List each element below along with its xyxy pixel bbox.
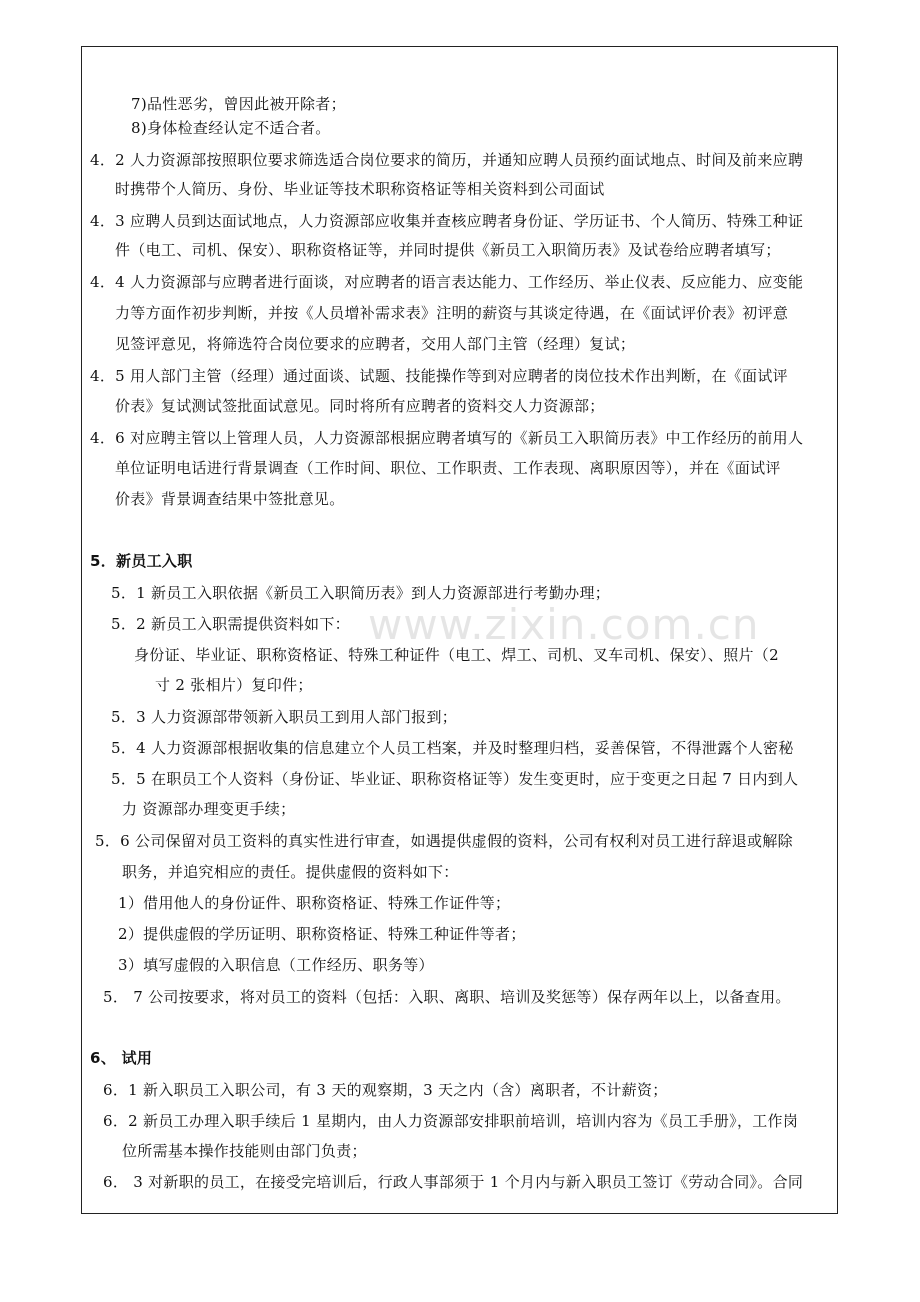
paragraph-line: 5．5 在职员工个人资料（身份证、毕业证、职称资格证等）发生变更时，应于变更之日起 7 日内到人 <box>111 770 799 788</box>
paragraph-line: 5． 7 公司按要求，将对员工的资料（包括：入职、离职、培训及奖惩等）保存两年以上，以备查用。 <box>103 988 791 1006</box>
list-item: 7)品性恶劣，曾因此被开除者； <box>131 95 346 113</box>
list-item: 1）借用他人的身份证件、职称资格证、特殊工作证件等； <box>118 894 511 912</box>
paragraph-line: 单位证明电话进行背景调查（工作时间、职位、工作职责、工作表现、离职原因等），并在《面试评 <box>115 459 781 477</box>
paragraph-line: 价表》复试测试签批面试意见。同时将所有应聘者的资料交人力资源部； <box>115 397 605 415</box>
paragraph-line: 身份证、毕业证、职称资格证、特殊工种证件（电工、焊工、司机、叉车司机、保安）、照片（2 <box>134 646 779 664</box>
paragraph-line: 4．3 应聘人员到达面试地点，人力资源部应收集并查核应聘者身份证、学历证书、个人简历、特殊工种证 <box>90 212 804 230</box>
list-item: 3）填写虚假的入职信息（工作经历、职务等） <box>118 956 434 974</box>
paragraph-line: 5．3 人力资源部带领新入职员工到用人部门报到； <box>111 708 458 726</box>
paragraph-line: 5．1 新员工入职依据《新员工入职简历表》到人力资源部进行考勤办理； <box>111 584 611 602</box>
paragraph-line: 见签评意见，将筛选符合岗位要求的应聘者，交用人部门主管（经理）复试； <box>115 335 636 353</box>
list-item: 8)身体检查经认定不适合者。 <box>131 119 331 137</box>
section-heading-5: 5．新员工入职 <box>90 552 193 570</box>
paragraph-line: 4．5 用人部门主管（经理）通过面谈、试题、技能操作等到对应聘者的岗位技术作出判断，在《面试评 <box>90 367 788 385</box>
paragraph-line: 4．2 人力资源部按照职位要求筛选适合岗位要求的简历，并通知应聘人员预约面试地点、时间及前来应聘 <box>90 151 804 169</box>
paragraph-line: 4．6 对应聘主管以上管理人员，人力资源部根据应聘者填写的《新员工入职简历表》中工作经历的前用人 <box>90 429 804 447</box>
paragraph-line: 价表》背景调查结果中签批意见。 <box>115 490 345 508</box>
watermark: www.zixin.com.cn <box>368 600 760 649</box>
paragraph-line: 5．6 公司保留对员工资料的真实性进行审查，如遇提供虚假的资料，公司有权利对员工进行辞退或解除 <box>95 832 793 850</box>
paragraph-line: 5．2 新员工入职需提供资料如下： <box>111 615 350 633</box>
section-heading-6: 6、 试用 <box>90 1049 153 1067</box>
paragraph-line: 寸 2 张相片）复印件； <box>155 676 313 694</box>
paragraph-line: 6．1 新入职员工入职公司，有 3 天的观察期，3 天之内（含）离职者，不计薪资； <box>103 1081 668 1099</box>
paragraph-line: 位所需基本操作技能则由部门负责； <box>122 1142 367 1160</box>
list-item: 2）提供虚假的学历证明、职称资格证、特殊工种证件等者； <box>118 925 526 943</box>
paragraph-line: 件（电工、司机、保安）、职称资格证等，并同时提供《新员工入职简历表》及试卷给应聘者填写； <box>115 241 781 259</box>
paragraph-line: 6．2 新员工办理入职手续后 1 星期内，由人力资源部安排职前培训，培训内容为《员工手册》，工作岗 <box>103 1112 799 1130</box>
paragraph-line: 力等方面作初步判断，并按《人员增补需求表》注明的薪资与其谈定待遇，在《面试评价表》初评意 <box>115 304 789 322</box>
paragraph-line: 力 资源部办理变更手续； <box>122 800 296 818</box>
paragraph-line: 4．4 人力资源部与应聘者进行面谈，对应聘者的语言表达能力、工作经历、举止仪表、反应能力、应变能 <box>90 273 804 291</box>
paragraph-line: 时携带个人简历、身份、毕业证等技术职称资格证等相关资料到公司面试 <box>115 180 605 198</box>
paragraph-line: 6． 3 对新职的员工，在接受完培训后，行政人事部须于 1 个月内与新入职员工签订《劳动合同》。合同 <box>103 1173 804 1191</box>
paragraph-line: 5．4 人力资源部根据收集的信息建立个人员工档案，并及时整理归档，妥善保管，不得泄露个人密秘 <box>111 739 794 757</box>
paragraph-line: 职务，并追究相应的责任。提供虚假的资料如下： <box>122 863 459 881</box>
